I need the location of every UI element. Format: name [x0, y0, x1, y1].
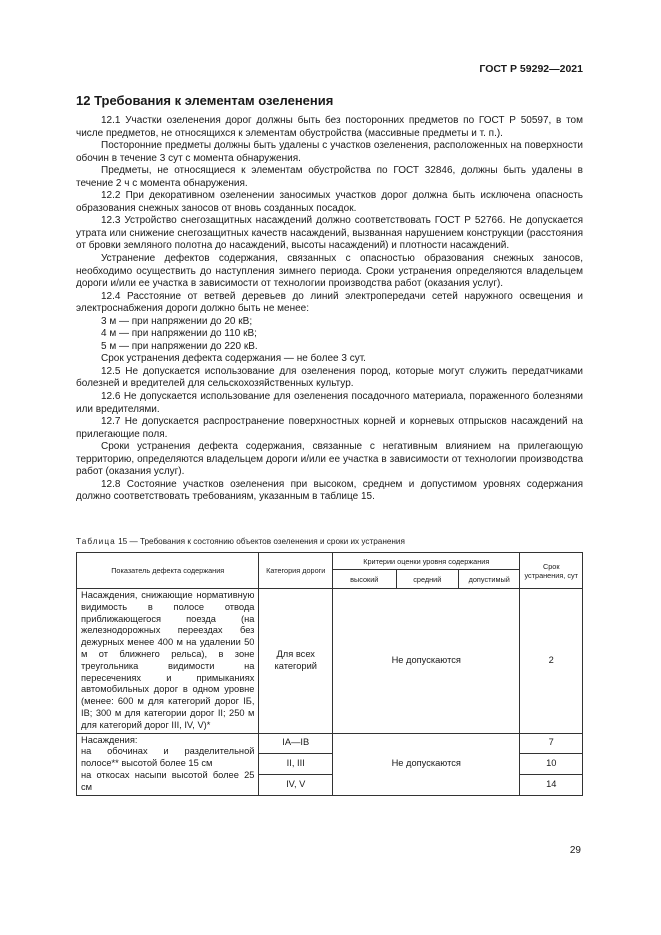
row1-category: Для всех категорий — [259, 589, 333, 734]
list-item: 4 м — при напряжении до 110 кВ; — [101, 328, 257, 340]
paragraph: 12.4 Расстояние от ветвей деревьев до линий электропередачи сетей наружного освещения и электроснабжения дороги должно быть не менее: — [76, 290, 583, 315]
row2-indicator-line: Насаждения: — [81, 734, 138, 745]
row2-category: IV, V — [259, 774, 333, 795]
row2-category: IA—IB — [259, 733, 333, 754]
paragraph: 12.3 Устройство снегозащитных насаждений должно соответствовать ГОСТ Р 52766. Не допускается утрата или снижение снегозащитных качеств насаждений, вызванная нарушением конструкции (расстояния от бровки земляного полотна до насаждений, высоты насаждений) и плотности насаждений. — [76, 215, 583, 252]
paragraph: Предметы, не относящиеся к элементам обустройства по ГОСТ 32846, должны быть удалены в течение 2 ч с момента обнаружения. — [76, 165, 583, 189]
row2-criteria: Не допускаются — [333, 733, 520, 795]
paragraph: Срок устранения дефекта содержания — не более 3 сут. — [101, 353, 366, 365]
row2-category: II, III — [259, 754, 333, 775]
row2-indicator-line: на обочинах и разделительной полосе** высотой более 15 см — [81, 746, 255, 769]
row2-indicator — [77, 733, 259, 795]
paragraph: 12.8 Состояние участков озеленения при высоком, среднем и допустимом уровнях содержания должно соответствовать требованиям, указанным в таблице 15. — [76, 478, 583, 503]
paragraph: 12.5 Не допускается использование для озеленения пород, которые могут служить передатчиками болезней и вредителей для сельскохозяйственных культур. — [76, 365, 583, 390]
page-number: 29 — [569, 845, 581, 856]
header-category: Категория дороги — [259, 553, 333, 589]
header-medium: средний — [396, 570, 458, 589]
requirements-table — [76, 552, 583, 796]
table-row — [77, 589, 583, 734]
header-indicator: Показатель дефекта содержания — [77, 553, 259, 589]
section-body — [76, 115, 583, 504]
row1-indicator: Насаждения, снижающие нормативную видимость в полосе отвода приближающегося поезда (на железнодорожных переездах без дежурных менее 400 м на удалении 50 м от ближнего рельса), в зоне треугольника видимости на пересечениях и примыканиях автомобильных дорог в одном уровне (менее: 600 м для категорий дорог IБ, IB; 300 м для категории дорог II; 250 м для категорий дорог III, IV, V)* — [77, 589, 259, 734]
header-deadline: Срок устранения, сут — [520, 553, 583, 589]
paragraph: 12.2 При декоративном озеленении заносимых участков дорог должна быть исключена опасность образования снежных заносов от вновь созданных посадок. — [76, 190, 583, 214]
header-acceptable: допустимый — [459, 570, 520, 589]
table-header-row — [77, 553, 583, 570]
row2-deadline: 14 — [520, 774, 583, 795]
row1-deadline: 2 — [520, 589, 583, 734]
row1-criteria: Не допускаются — [333, 589, 520, 734]
row2-deadline: 10 — [520, 754, 583, 775]
list-item: 5 м — при напряжении до 220 кВ. — [101, 340, 258, 352]
table-caption-text: 15 — Требования к состоянию объектов озеленения и сроки их устранения — [118, 537, 405, 546]
header-high: высокий — [333, 570, 397, 589]
list-item: 3 м — при напряжении до 20 кВ; — [101, 315, 253, 327]
paragraph: Сроки устранения дефекта содержания, связанные с негативным влиянием на прилегающую территорию, определяются владельцем дороги и/или ее участка в зависимости от технологии производства работ (оказания услуг). — [76, 441, 583, 478]
paragraph: 12.1 Участки озеленения дорог должны быть без посторонних предметов по ГОСТ Р 50597, в том числе предметов, не относящихся к элементам обустройства (массивные предметы и т. п.). — [76, 115, 583, 139]
table-row — [77, 733, 583, 754]
table-caption-label: Таблица — [76, 537, 116, 546]
paragraph: 12.7 Не допускается распространение поверхностных корней и корневых отпрысков насаждений на прилегающие поля. — [76, 416, 583, 440]
row2-indicator-line: на откосах насыпи высотой более 25 см — [81, 769, 255, 792]
section-title: 12 Требования к элементам озеленения — [76, 93, 334, 108]
standard-number: ГОСТ Р 59292—2021 — [479, 63, 583, 75]
row2-deadline: 7 — [520, 733, 583, 754]
paragraph: Устранение дефектов содержания, связанных с опасностью образования снежных заносов, необходимо осуществить до наступления зимнего периода. Сроки устранения определяются владельцем дороги и/или ее участка в зависимости от технологии производства работ (оказания услуг). — [76, 253, 583, 290]
paragraph: 12.6 Не допускается использование для озеленения посадочного материала, пораженного болезнями или вредителями. — [76, 391, 583, 415]
paragraph: Посторонние предметы должны быть удалены с участков озеленения, расположенных на поверхности обочин в течение 3 сут с момента обнаружения. — [76, 140, 583, 164]
header-criteria: Критерии оценки уровня содержания — [333, 553, 520, 570]
table-caption — [76, 537, 405, 546]
